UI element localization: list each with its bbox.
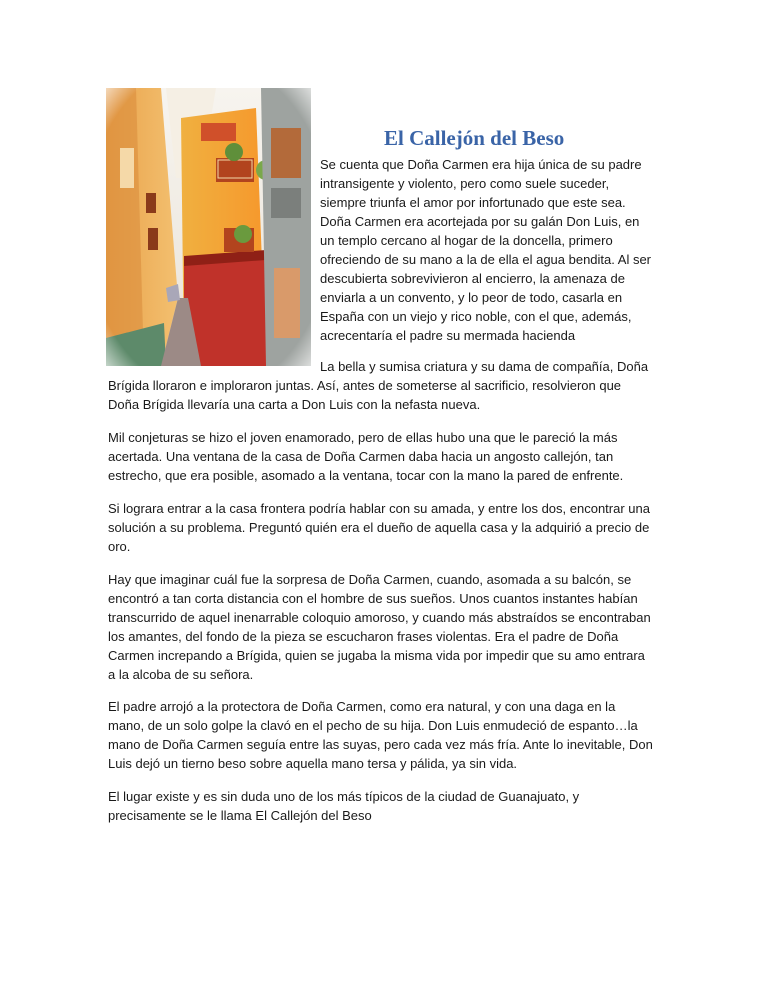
text-line: los amantes, del fondo de la pieza se escucharon frases violentas. Era el padre de Doña	[108, 629, 619, 644]
text-line: transcurrido de aquel inenarrable coloquio amoroso, y cuando más abstraídos se encontraban	[108, 610, 651, 625]
paragraph-6	[108, 697, 664, 773]
text-line: un templo cercano al hogar de la doncella, primero	[320, 233, 613, 248]
text-line: mano, de un solo golpe la clavó en el pecho de su hija. Don Luis enmudeció de espanto…la	[108, 718, 638, 733]
text-line: España con un viejo y rico noble, con el que, además,	[320, 309, 632, 324]
text-line: mano de Doña Carmen seguía entre las suyas, pero cada vez más fría. Ante lo inevitable, Don	[108, 737, 653, 752]
text-line: acrecentaría el padre su mermada hacienda	[320, 328, 576, 343]
text-line: Doña Brígida llevaría una carta a Don Luis con la nefasta nueva.	[108, 397, 481, 412]
text-line: precisamente se le llama El Callejón del Beso	[108, 808, 372, 823]
paragraph-4	[108, 499, 664, 556]
text-line: Se cuenta que Doña Carmen era hija única de su padre	[320, 157, 642, 172]
text-line: Hay que imaginar cuál fue la sorpresa de Doña Carmen, cuando, asomada a su balcón, se	[108, 572, 632, 587]
text-line: oro.	[108, 539, 131, 554]
paragraph-3	[108, 428, 664, 485]
text-line: ofreciendo de su mano a la de ella el agua bendita. Al ser	[320, 252, 652, 267]
text-line: siempre triunfa el amor por infortunado que este sea.	[320, 195, 626, 210]
text-line: intransigente y violento, pero como suele suceder,	[320, 176, 610, 191]
text-line: descubierta sobrevivieron al encierro, la amenaza de	[320, 271, 625, 286]
text-line: Doña Carmen era acortejada por su galán Don Luis, en	[320, 214, 640, 229]
text-line: enviarla a un convento, y lo peor de todo, casarla en	[320, 290, 623, 305]
page-title: El Callejón del Beso	[384, 126, 565, 150]
text-line: solución a su problema. Preguntó quién era el dueño de aquella casa y la adquirió a precio de	[108, 520, 650, 535]
paragraph-7	[108, 787, 664, 825]
text-line: acertada. Una ventana de la casa de Doña Carmen daba hacia un angosto callejón, tan	[108, 449, 614, 464]
text-line: La bella y sumisa criatura y su dama de compañía, Doña	[320, 359, 649, 374]
text-line: Si lograra entrar a la casa frontera podría hablar con su amada, y entre los dos, encontrar una	[108, 501, 650, 516]
paragraph-5	[108, 570, 664, 684]
paragraph-2	[108, 357, 664, 414]
text-line: encontró a tan corta distancia con el hombre de sus sueños. Unos cuantos instantes habían	[108, 591, 638, 606]
paragraph-1	[108, 155, 664, 345]
text-line: El padre arrojó a la protectora de Doña Carmen, como era natural, y con una daga en la	[108, 699, 616, 714]
text-line: Mil conjeturas se hizo el joven enamorado, pero de ellas hubo una que le pareció la más	[108, 430, 618, 445]
text-line: a la alcoba de su señora.	[108, 667, 254, 682]
text-line: estrecho, que era posible, asomado a la ventana, tocar con la mano la pared de enfrente.	[108, 468, 624, 483]
text-line: Brígida lloraron e imploraron juntas. Así, antes de someterse al sacrificio, resolvieron que	[108, 378, 622, 393]
text-line: El lugar existe y es sin duda uno de los más típicos de la ciudad de Guanajuato, y	[108, 789, 580, 804]
text-line: Carmen increpando a Brígida, quien se jugaba la misma vida por impedir que su amo entrara	[108, 648, 645, 663]
text-line: Luis dejó un tierno beso sobre aquella mano tersa y pálida, ya sin vida.	[108, 756, 518, 771]
